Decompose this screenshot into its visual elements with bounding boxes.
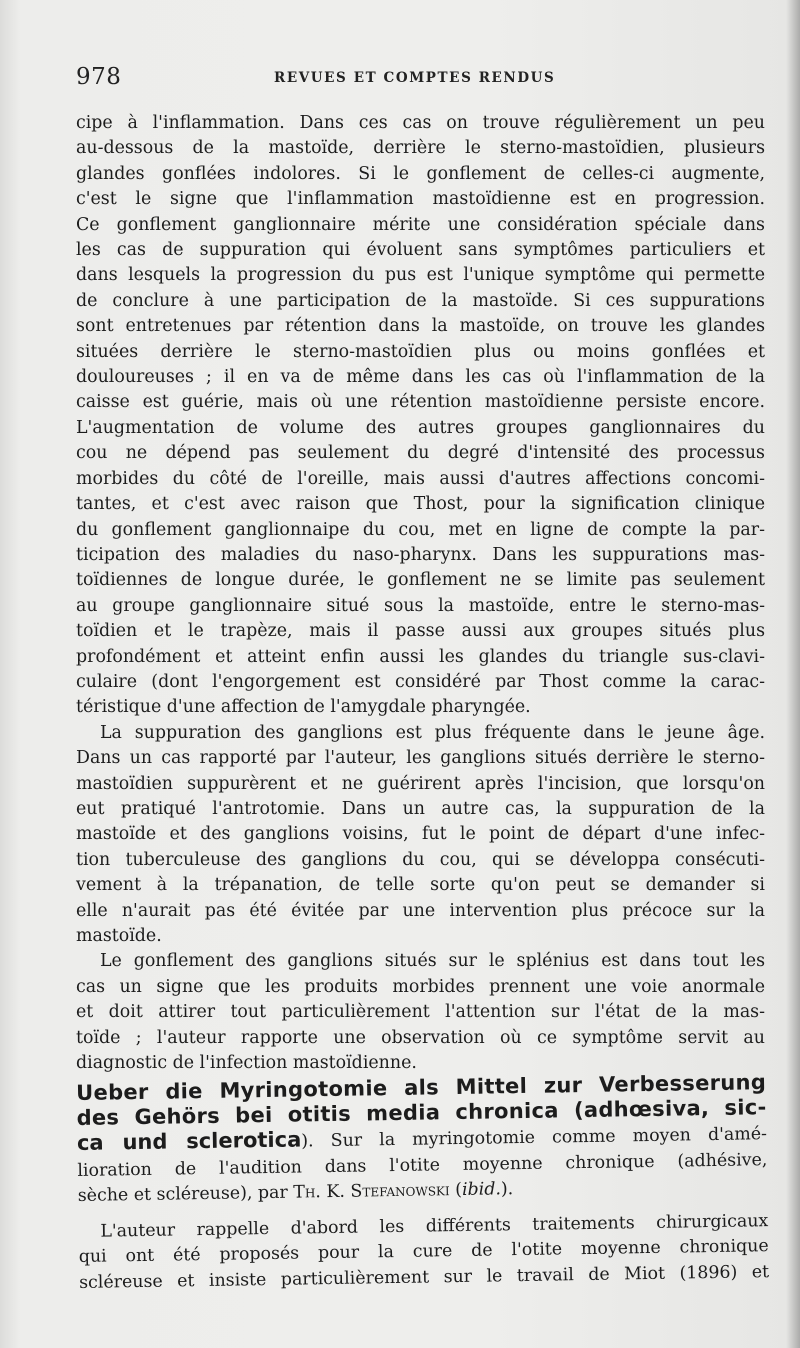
text-line: téristique d'une affection de l'amygdale pharyngée. <box>76 697 531 718</box>
text-line: Le gonflement des ganglions situés sur le splénius est dans tout les <box>100 951 765 972</box>
text-line: mastoïde. <box>76 926 162 946</box>
page-header <box>76 64 766 96</box>
section-title-translation: ). Sur la myringotomie comme moyen d'amé- <box>301 1124 768 1152</box>
text-line: profondément et atteint enfin aussi les glandes du triangle sus-clavi- <box>76 646 765 667</box>
text-line: glandes gonflées indolores. Si le gonflement de celles-ci augmente, <box>76 163 765 184</box>
text-line: toïdien et le trapèze, mais il passe aussi aux groupes situés plus <box>76 621 765 642</box>
section-title-line: des Gehörs bei otitis media chronica (adhœsiva, sic- <box>76 1095 767 1130</box>
text-line: Dans un cas rapporté par l'auteur, les ganglions situés derrière le sterno- <box>76 748 765 769</box>
text-line: situées derrière le sterno-mastoïdien plus ou moins gonflées et <box>76 341 765 362</box>
citation-end: ). <box>500 1179 514 1200</box>
text-line: qui ont été proposés pour la cure de l'otite moyenne chronique <box>78 1236 769 1268</box>
page-edge-shadow <box>786 0 800 1348</box>
text-line: L'auteur rappelle d'abord les différents traitements chirurgicaux <box>100 1210 769 1242</box>
review-section <box>76 1070 769 1296</box>
text-line: c'est le signe que l'inflammation mastoïdienne est en progression. <box>76 189 765 210</box>
citation-source: ibid. <box>461 1179 502 1201</box>
text-line: cou ne dépend pas seulement du degré d'intensité des processus <box>76 443 765 464</box>
running-title: REVUES ET COMPTES RENDUS <box>274 70 556 86</box>
text-line: cas un signe que les produits morbides prennent une voie anormale <box>76 976 765 997</box>
paragraph-2 <box>76 721 765 950</box>
text-line: et doit attirer tout particulièrement l'attention sur l'état de la mas- <box>76 1002 765 1023</box>
text-line: elle n'aurait pas été évitée par une intervention plus précoce sur la <box>76 900 765 921</box>
text-line: mastoïde et des ganglions voisins, fut le point de départ d'une infec- <box>76 824 765 845</box>
section-title-line: Ueber die Myringotomie als Mittel zur Verbesserung <box>76 1070 767 1105</box>
text-line: La suppuration des ganglions est plus fréquente dans le jeune âge. <box>100 722 765 743</box>
text-line: dans lesquels la progression du pus est l'unique symptôme qui permette <box>76 265 765 286</box>
text-line: tion tuberculeuse des ganglions du cou, qui se développa consécuti- <box>76 849 765 870</box>
text-line: diagnostic de l'infection mastoïdienne. <box>76 1053 417 1074</box>
text-line: cipe à l'inflammation. Dans ces cas on trouve régulièrement un peu <box>76 113 765 133</box>
text-line: ticipation des maladies du naso-pharynx. Dans les suppurations mas- <box>76 544 765 565</box>
text-line: au-dessous de la mastoïde, derrière le sterno-mastoïdien, plusieurs <box>76 138 765 159</box>
paragraph-3 <box>76 949 765 1076</box>
section-title-bold: ca und sclerotica <box>76 1127 302 1155</box>
text-line: vement à la trépanation, de telle sorte qu'on peut se demander si <box>76 875 765 896</box>
text-line: sont entretenues par rétention dans la mastoïde, on trouve les glandes <box>76 316 765 337</box>
text-line: morbides du côté de l'oreille, mais aussi d'autres affections concomi- <box>76 468 765 489</box>
article-body <box>76 111 765 1076</box>
text-line: toïdiennes de longue durée, le gonflement ne se limite pas seulement <box>76 570 765 591</box>
citation-paren: ( <box>449 1180 463 1201</box>
text-line: de conclure à une participation de la mastoïde. Si ces suppurations <box>76 290 765 311</box>
text-line: du gonflement ganglionnaipe du cou, met en ligne de compte la par- <box>76 519 765 540</box>
text-line: eut pratiqué l'antrotomie. Dans un autre cas, la suppuration de la <box>76 798 765 819</box>
text-line: mastoïdien suppurèrent et ne guérirent après l'incision, que lorsqu'on <box>76 773 765 794</box>
text-line: douloureuses ; il en va de même dans les cas où l'inflammation de la <box>76 367 765 388</box>
page-number: 978 <box>76 64 122 90</box>
paragraph-1 <box>76 111 765 721</box>
text-line: au groupe ganglionnaire situé sous la mastoïde, entre le sterno-mas- <box>76 595 765 616</box>
text-line: toïde ; l'auteur rapporte une observation où ce symptôme servit au <box>76 1027 765 1048</box>
text-line: tantes, et c'est avec raison que Thost, pour la signification clinique <box>76 494 765 515</box>
text-line: les cas de suppuration qui évoluent sans symptômes particuliers et <box>76 240 765 261</box>
text-line: caisse est guérie, mais où une rétention mastoïdienne persiste encore. <box>76 392 765 413</box>
text-line: Ce gonflement ganglionnaire mérite une considération spéciale dans <box>76 214 765 235</box>
citation-prefix: sèche et scléreuse), par <box>77 1182 294 1207</box>
text-line: L'augmentation de volume des autres groupes ganglionnaires du <box>76 417 765 438</box>
text-line: scléreuse et insiste particulièrement sur le travail de Miot (1896) et <box>79 1262 770 1293</box>
author-name: Th. K. Stefanowski <box>293 1180 450 1203</box>
text-line: lioration de l'audition dans l'otite moyenne chronique (adhésive, <box>77 1149 768 1181</box>
text-line: culaire (dont l'engorgement est considéré par Thost comme la carac- <box>76 671 765 692</box>
